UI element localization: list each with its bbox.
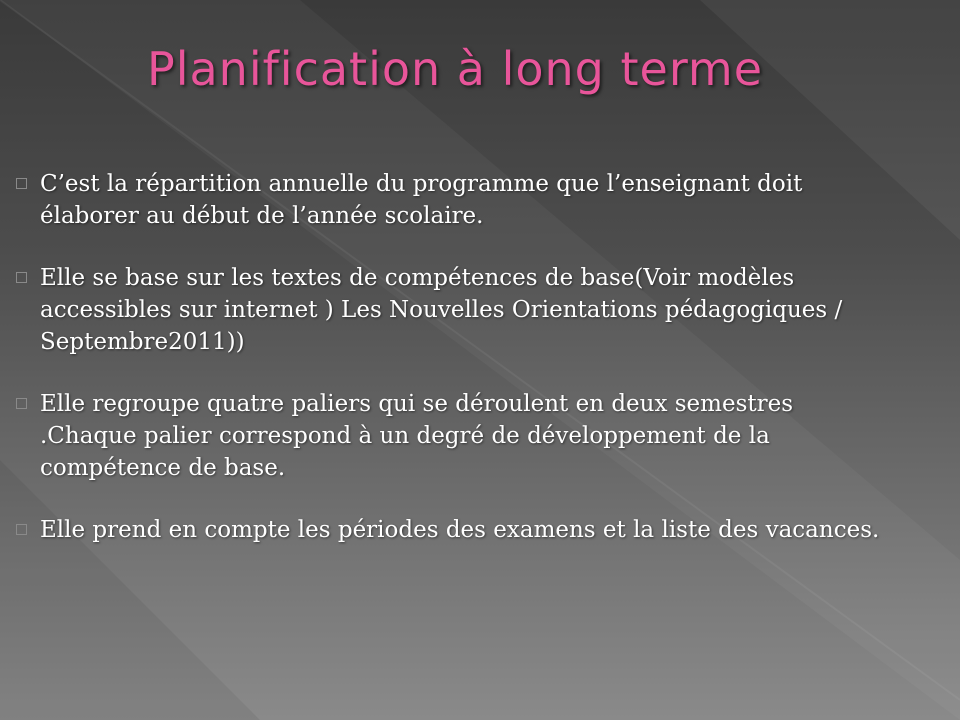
bullet-item	[12, 514, 892, 546]
bullet-item	[12, 262, 892, 358]
bullet-text: Elle se base sur les textes de compétences de base(Voir modèles accessibles sur internet ) Les Nouvelles Orientations pédagogiques / Septembre2011))	[40, 265, 843, 355]
bullet-text: Elle prend en compte les périodes des examens et la liste des vacances.	[40, 517, 880, 543]
bullet-item	[12, 168, 892, 232]
bullet-item	[12, 388, 892, 484]
slide-title: Planification à long terme	[146, 42, 764, 96]
bullet-text: C’est la répartition annuelle du programme que l’enseignant doit élaborer au début de l’année scolaire.	[40, 171, 803, 229]
square-outline-bullet-icon	[16, 398, 27, 409]
square-outline-bullet-icon	[16, 178, 27, 189]
bullet-list	[12, 168, 892, 576]
bullet-text: Elle regroupe quatre paliers qui se déroulent en deux semestres .Chaque palier correspond à un degré de développement de la compétence de base.	[40, 391, 794, 481]
square-outline-bullet-icon	[16, 272, 27, 283]
square-outline-bullet-icon	[16, 524, 27, 535]
